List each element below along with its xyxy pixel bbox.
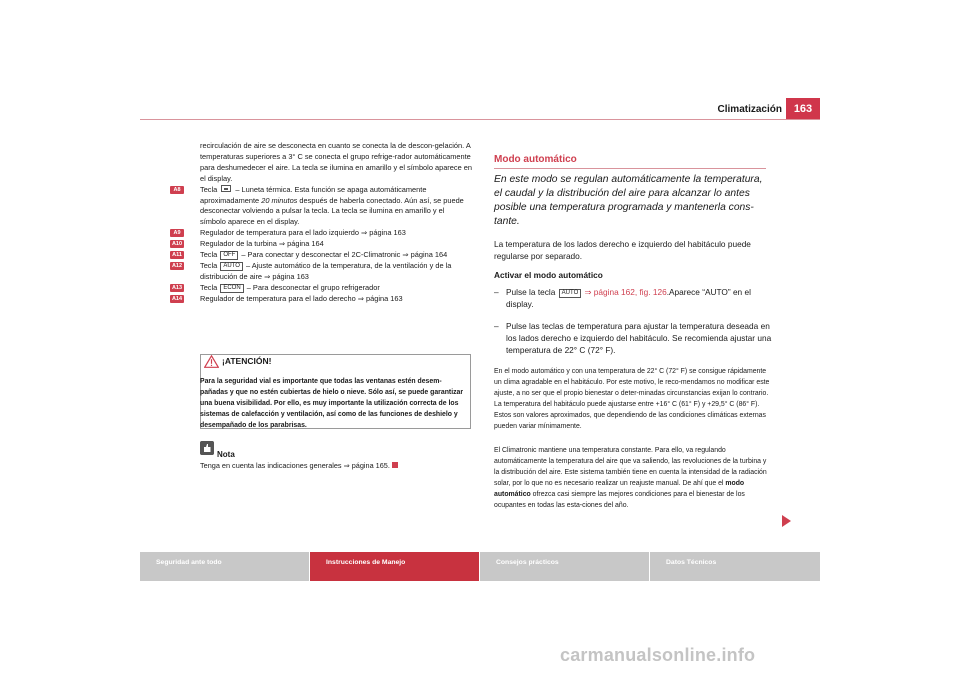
tab-datos[interactable]: Datos Técnicos — [650, 552, 820, 581]
warning-title: ¡ATENCIÓN! — [222, 356, 272, 366]
step-dash: – — [494, 321, 499, 331]
intro-paragraph: recirculación de aire se desconecta en cuanto se conecta la de descon-gelación. A temperaturas superiores a 3° C se conecta el grupo refrige-rador automáticamente para deshumedecer el aire. La tecla se ilumina en amarillo y el símbolo aparece en el display. — [200, 141, 472, 183]
item-text: – Luneta térmica. Esta función se apaga automáticamente aproximadamente — [200, 184, 427, 205]
info-text-bold: modo automático — [494, 479, 745, 498]
item-pre: Tecla — [200, 250, 218, 260]
tab-instrucciones[interactable]: Instrucciones de Manejo — [310, 552, 480, 581]
warning-text: Para la seguridad vial es importante que todas las ventanas estén desem-pañadas y que no estén cubiertas de hielo o nieve. Sólo así, se puede garantizar una buena visibilidad. Por ello, es muy importante la utilización correcta de los sistemas de calefacción y ventilación, así como de las funciones de deshielo y desempañado de los parabrisas. — [200, 378, 464, 429]
note-title: Nota — [217, 450, 235, 459]
footer-nav — [140, 552, 820, 581]
step-pre: Pulse la tecla — [506, 287, 556, 297]
page-header-title: Climatización — [717, 104, 782, 115]
info-text-pre: El Climatronic mantiene una temperatura constante. Para ello, va regulando automáticamente la temperatura del aire que va saliendo, las revoluciones de la turbina y la distribución del aire. Este sistema también tiene en cuenta la intensidad de la radiación solar, por lo que no es necesario realizar un reajuste manual. De ahí que el — [494, 447, 767, 487]
cross-reference-link[interactable]: ⇒ página 162, fig. 126 — [584, 287, 667, 297]
item-marker: A11 — [170, 251, 184, 259]
subheading: Activar el modo automático — [494, 270, 603, 280]
tab-seguridad[interactable]: Seguridad ante todo — [140, 552, 310, 581]
item-text: – Ajuste automático de la temperatura, de la ventilación y de la distribución de aire ⇒ página 163 — [200, 260, 452, 281]
item-marker: A10 — [171, 241, 183, 248]
item-text: Regulador de la turbina ⇒ página 164 — [200, 239, 324, 249]
left-column — [171, 141, 472, 305]
item-text-2: después de haberla conectado. Aún así, se puede desconectar volviendo a pulsar la tecla. La tecla se ilumina en amarillo y el símbolo aparece en el display. — [200, 195, 464, 227]
list-item-a12 — [171, 260, 472, 283]
section-divider — [494, 168, 766, 169]
list-item-a14 — [171, 293, 472, 305]
item-marker: A8 — [170, 186, 184, 194]
warning-triangle-icon — [204, 355, 219, 368]
item-pre: Tecla — [200, 282, 218, 292]
item-text: Regulador de temperatura para el lado izquierdo ⇒ página 163 — [200, 228, 406, 238]
item-text: – Para conectar y desconectar el 2C-Climatronic ⇒ página 164 — [241, 250, 448, 260]
page-number: 163 — [786, 98, 820, 120]
intro-paragraph-right: La temperatura de los lados derecho e izquierdo del habitáculo puede regularse por separado. — [494, 239, 751, 261]
section-title: Modo automático — [494, 154, 577, 165]
item-text: – Para desconectar el grupo refrigerador — [246, 282, 380, 292]
auto-key-label: AUTO — [220, 262, 243, 271]
item-marker: A13 — [171, 284, 183, 291]
step-2 — [494, 320, 772, 356]
off-key-label: OFF — [220, 251, 238, 260]
list-item-a11 — [172, 250, 472, 261]
auto-key-label: AUTO — [559, 289, 582, 298]
item-marker: A12 — [171, 262, 183, 269]
info-text-post: ofrezca casi siempre las mejores condiciones para el bienestar de los ocupantes en todas las esta-ciones del año. — [494, 490, 745, 509]
warning-header — [200, 354, 471, 369]
section-lead: En este modo se regulan automáticamente la temperatura, el caudal y la distribución del aire para alcanzar lo antes posible una temperatura programada y mantenerla cons-tante. — [494, 174, 763, 227]
watermark: carmanualsonline.info — [560, 645, 756, 665]
list-item-a9 — [173, 228, 472, 239]
item-pre: Tecla — [200, 260, 218, 270]
section-end-icon — [392, 462, 398, 468]
item-marker: A9 — [170, 229, 184, 237]
header-divider — [140, 119, 820, 120]
step-text: Pulse las teclas de temperatura para ajustar la temperatura deseada en los lados derecho e izquierdo del habitáculo. Se recomienda ajustar una temperatura de 22° C (72° F). — [506, 321, 772, 355]
list-item-a13 — [171, 282, 472, 294]
item-pre: Tecla — [200, 184, 218, 194]
rear-window-heating-icon — [221, 185, 231, 192]
item-italic: 20 minutos — [261, 195, 298, 205]
step-dash: – — [494, 287, 499, 297]
item-marker: A14 — [171, 295, 183, 302]
info-paragraph-1: En el modo automático y con una temperatura de 22° C (72° F) se consigue rápidamente un clima agradable en el habitáculo. Por este motivo, le reco-mendamos no modificar este ajuste, a no ser que el propio bienestar o deter-minadas circunstancias exijan lo contrario. La temperatura del habitáculo puede ajustarse entre +16° C (61° F) y +29,5° C (86° F). Estos son valores aproximados, que dependiendo de las condiciones climáticas externas pueden variar mínimamente. — [494, 368, 770, 430]
note-text — [200, 461, 398, 471]
step-post: .Aparece “AUTO” en el display. — [506, 287, 751, 309]
note-icon — [200, 441, 214, 455]
tab-consejos[interactable]: Consejos prácticos — [480, 552, 650, 581]
item-text: Regulador de temperatura para el lado derecho ⇒ página 163 — [200, 293, 403, 303]
econ-key-label: ECON — [220, 284, 243, 293]
note-body: Tenga en cuenta las indicaciones generales ⇒ página 165. — [200, 461, 390, 470]
step-1 — [494, 286, 772, 310]
info-paragraph-2 — [494, 446, 770, 511]
list-item-a8 — [173, 184, 472, 229]
next-page-arrow-icon[interactable] — [782, 515, 791, 527]
list-item-a10 — [171, 239, 472, 250]
